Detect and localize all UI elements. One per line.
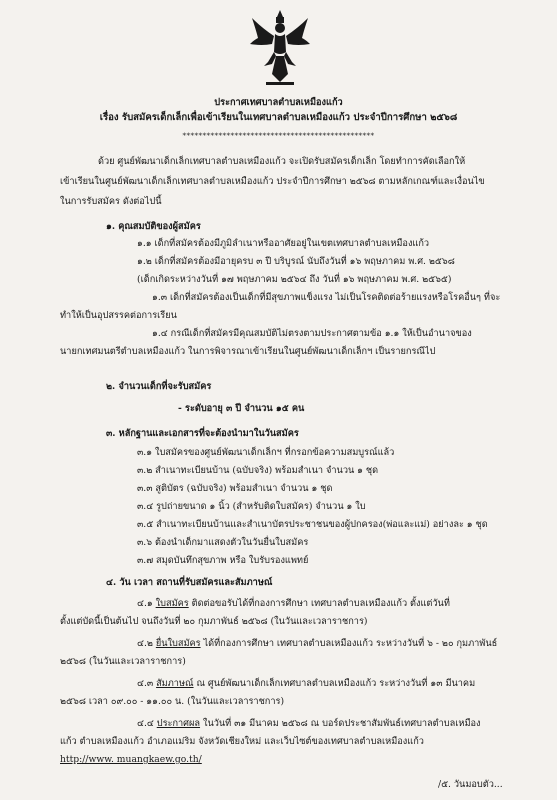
section-1-heading: ๑. คุณสมบัติของผู้สมัคร xyxy=(106,221,201,232)
s4-item-2 xyxy=(137,638,497,650)
s4-item-3-text: ณ ศูนย์พัฒนาเด็กเล็กเทศบาลตำบลเหมืองแก้ว ระหว่างวันที่ ๑๓ มีนาคม xyxy=(193,678,476,689)
s4-item-3 xyxy=(137,678,475,690)
s4-item-1-number: ๔.๑ xyxy=(137,598,153,609)
star-divider: ************************************************ xyxy=(182,132,375,140)
s4-item-1-label: ใบสมัคร xyxy=(155,598,189,609)
section-3-heading: ๓. หลักฐานและเอกสารที่จะต้องนำมาในวันสมัคร xyxy=(106,428,299,439)
s4-item-2-line-2: ๒๕๖๘ (ในวันและเวลาราชการ) xyxy=(60,656,186,667)
s4-item-2-label: ยื่นใบสมัคร xyxy=(155,638,201,649)
s4-item-2-text: ได้ที่กองการศึกษา เทศบาลตำบลเหมืองแก้ว ระหว่างวันที่ ๖ - ๒๐ กุมภาพันธ์ xyxy=(200,638,498,649)
s4-item-4-text: ในวันที่ ๓๑ มีนาคม ๒๕๖๘ ณ บอร์ดประชาสัมพันธ์เทศบาลตำบลเหมือง xyxy=(200,718,481,729)
s4-item-3-number: ๔.๓ xyxy=(137,678,154,689)
s4-item-2-number: ๔.๒ xyxy=(137,638,153,649)
announcement-title: ประกาศเทศบาลตำบลเหมืองแก้ว xyxy=(214,97,343,108)
s3-item: ๓.๑ ใบสมัครของศูนย์พัฒนาเด็กเล็กฯ ที่กรอกข้อความสมบูรณ์แล้ว xyxy=(137,447,395,458)
section-2-heading: ๒. จำนวนเด็กที่จะรับสมัคร xyxy=(106,381,212,392)
s3-item: ๓.๔ รูปถ่ายขนาด ๑ นิ้ว (สำหรับติดใบสมัคร) จำนวน ๑ ใบ xyxy=(137,501,366,512)
s1-line-3: (เด็กเกิดระหว่างวันที่ ๑๗ พฤษภาคม ๒๕๖๔ ถึง วันที่ ๑๖ พฤษภาคม พ.ศ. ๒๕๖๕) xyxy=(137,274,452,285)
announcement-subject: เรื่อง รับสมัครเด็กเล็กเพื่อเข้าเรียนในเทศบาลตำบลเหมืองแก้ว ประจำปีการศึกษา ๒๕๖๘ xyxy=(99,112,458,123)
s1-line-2: ๑.๒ เด็กที่สมัครต้องมีอายุครบ ๓ ปี บริบูรณ์ นับถึงวันที่ ๑๖ พฤษภาคม พ.ศ. ๒๕๖๘ xyxy=(137,256,455,267)
s4-item-3-label: สัมภาษณ์ xyxy=(156,678,194,689)
s4-item-1-line-2: ตั้งแต่บัดนี้เป็นต้นไป จนถึงวันที่ ๒๐ กุมภาพันธ์ ๒๕๖๘ (ในวันและเวลาราชการ) xyxy=(60,616,368,627)
intro-line-2: เข้าเรียนในศูนย์พัฒนาเด็กเล็กเทศบาลตำบลเหมืองแก้ว ประจำปีการศึกษา ๒๕๖๘ ตามหลักเกณฑ์และเงื่อนไข xyxy=(60,176,485,187)
s4-item-1-text: ติดต่อขอรับได้ที่กองการศึกษา เทศบาลตำบลเหมืองแก้ว ตั้งแต่วันที่ xyxy=(188,598,450,609)
s4-item-4-number: ๔.๔ xyxy=(137,718,154,729)
continuation-note: /๕. วันมอบตัว... xyxy=(438,779,503,790)
s3-item: ๓.๗ สมุดบันทึกสุขภาพ หรือ ใบรับรองแพทย์ xyxy=(137,555,309,566)
garuda-emblem-icon xyxy=(248,8,312,88)
s1-line-7: นายกเทศมนตรีตำบลเหมืองแก้ว ในการพิจารณาเข้าเรียนในศูนย์พัฒนาเด็กเล็กฯ เป็นรายกรณีไป xyxy=(60,346,436,357)
intro-line-1: ด้วย ศูนย์พัฒนาเด็กเล็กเทศบาลตำบลเหมืองแก้ว จะเปิดรับสมัครเด็กเล็ก โดยทำการคัดเลือกให้ xyxy=(98,156,466,167)
s3-item: ๓.๓ สูติบัตร (ฉบับจริง) พร้อมสำเนา จำนวน ๑ ชุด xyxy=(137,483,333,494)
s3-item: ๓.๒ สำเนาทะเบียนบ้าน (ฉบับจริง) พร้อมสำเนา จำนวน ๑ ชุด xyxy=(137,465,379,476)
s3-item: ๓.๖ ต้องนำเด็กมาแสดงตัวในวันยื่นใบสมัคร xyxy=(137,537,309,548)
s4-item-1 xyxy=(137,598,450,610)
s4-item-4-line-2: แก้ว ตำบลเหมืองแก้ว อำเภอแม่ริม จังหวัดเชียงใหม่ และเว็บไซต์ของเทศบาลตำบลเหมืองแก้ว xyxy=(60,736,424,747)
website-link[interactable]: http://www. muangkaew.go.th/ xyxy=(60,754,202,765)
s1-line-6: ๑.๔ กรณีเด็กที่สมัครมีคุณสมบัติไม่ตรงตามประกาศตามข้อ ๑.๑ ให้เป็นอำนาจของ xyxy=(152,328,472,339)
s1-line-4: ๑.๓ เด็กที่สมัครต้องเป็นเด็กที่มีสุขภาพแข็งแรง ไม่เป็นโรคติดต่อร้ายแรงหรือโรคอื่นๆ ที่จะ xyxy=(152,292,501,303)
s3-item: ๓.๕ สำเนาทะเบียนบ้านและสำเนาบัตรประชาชนของผู้ปกครอง(พ่อและแม่) อย่างละ ๑ ชุด xyxy=(137,519,488,530)
s1-line-1: ๑.๑ เด็กที่สมัครต้องมีภูมิลำเนาหรืออาศัยอยู่ในเขตเทศบาลตำบลเหมืองแก้ว xyxy=(137,238,430,249)
s2-age-line: - ระดับอายุ ๓ ปี จำนวน ๑๕ คน xyxy=(178,403,305,414)
s4-item-3-line-2: ๒๕๖๘ เวลา ๐๙.๐๐ - ๑๑.๐๐ น. (ในวันและเวลาราชการ) xyxy=(60,696,285,707)
s1-line-5: ทำให้เป็นอุปสรรคต่อการเรียน xyxy=(60,310,177,321)
s4-item-4 xyxy=(137,718,481,730)
section-4-heading: ๔. วัน เวลา สถานที่รับสมัครและสัมภาษณ์ xyxy=(106,577,273,588)
intro-line-3: ในการรับสมัคร ดังต่อไปนี้ xyxy=(60,196,162,207)
s4-item-4-label: ประกาศผล xyxy=(156,718,201,729)
